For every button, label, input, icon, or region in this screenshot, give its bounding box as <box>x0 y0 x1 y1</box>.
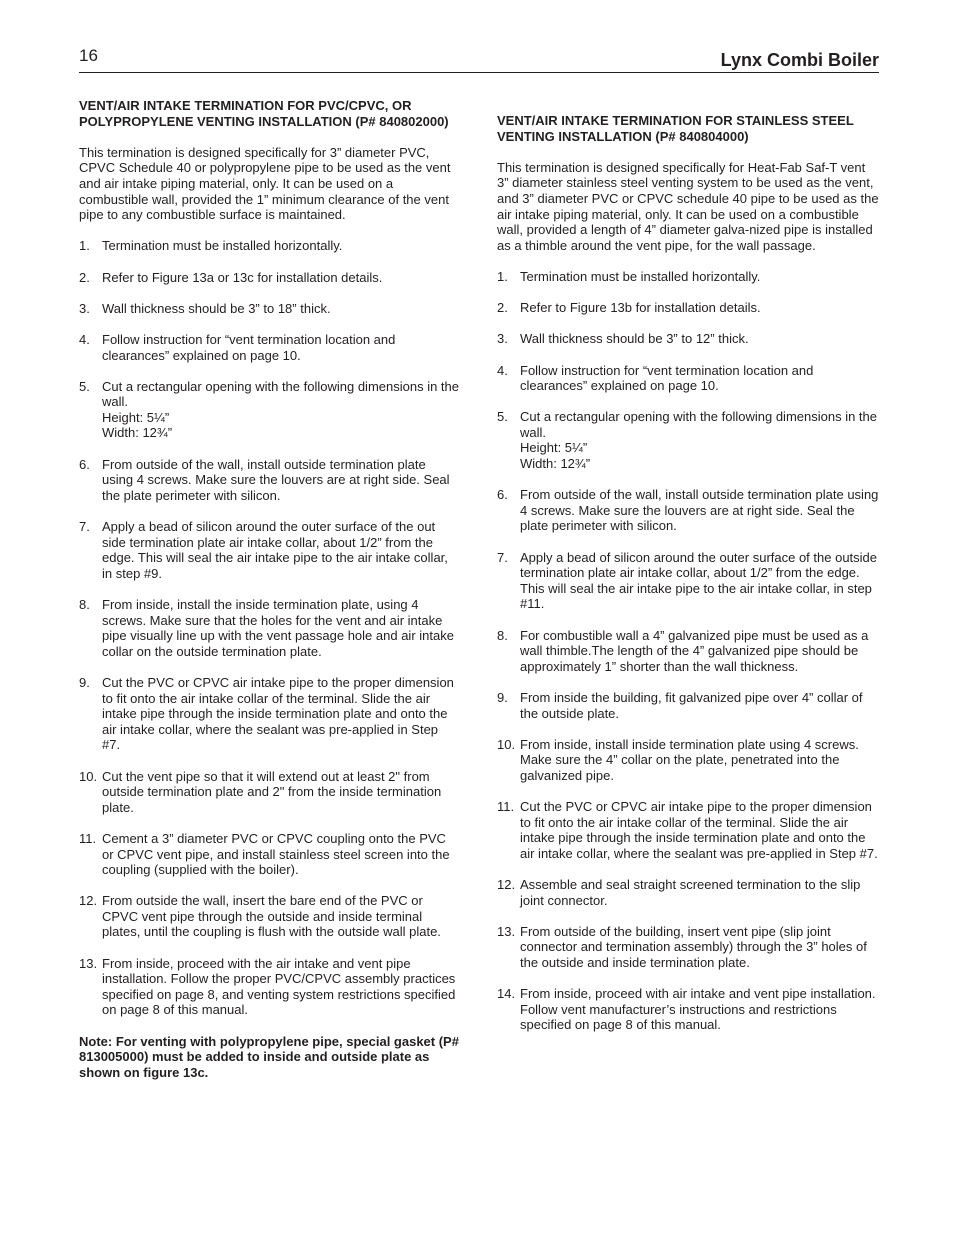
list-item <box>497 877 879 908</box>
step-text: Wall thickness should be 3” to 18” thick. <box>102 300 331 316</box>
step-number: 5. <box>497 409 508 425</box>
step-number: 3. <box>79 300 90 316</box>
page-number: 16 <box>79 46 98 65</box>
step-number: 7. <box>79 519 90 535</box>
section-intro-pvc: This termination is designed specifically for 3” diameter PVC, CPVC Schedule 40 or polypropylene pipe to be used as the vent and air intake piping material, only. It can be used on a combustible wall, provided the 1” minimum clearance of the vent pipe to any combustible surface is maintained. <box>79 144 451 223</box>
step-text: Refer to Figure 13b for installation details. <box>520 300 761 316</box>
step-number: 13. <box>497 923 516 939</box>
list-item <box>79 332 459 363</box>
list-item <box>497 690 879 721</box>
step-text: From inside, install inside termination plate using 4 screws. Make sure the 4” collar on the plate, penetrated into the galvanized pipe. <box>520 736 859 783</box>
step-number: 5. <box>79 378 90 394</box>
opening-height: Height: 5¼” <box>520 440 588 456</box>
step-text: From outside of the wall, install outside termination plate using 4 screws. Make sure the louvers are at right side. Seal the plate perimeter with silicon. <box>520 487 879 534</box>
list-item <box>497 363 879 394</box>
section-heading-stainless: VENT/AIR INTAKE TERMINATION FOR STAINLESS STEEL VENTING INSTALLATION (P# 840804000) <box>497 113 854 144</box>
list-item <box>79 270 459 286</box>
list-item <box>497 409 879 471</box>
step-text: Termination must be installed horizontally. <box>520 268 761 284</box>
list-item <box>79 675 459 753</box>
list-item <box>497 487 879 534</box>
step-text: Cut a rectangular opening with the following dimensions in the wall. <box>520 409 877 440</box>
step-text: From inside, proceed with the air intake and vent pipe installation. Follow the proper PVC/CPVC assembly practices specified on page 8, and venting system restrictions specified on page 8 of this manual. <box>102 955 456 1018</box>
step-number: 8. <box>497 627 508 643</box>
step-text: From inside the building, fit galvanized pipe over 4” collar of the outside plate. <box>520 689 863 721</box>
opening-width: Width: 12¾” <box>102 425 173 441</box>
list-item <box>79 457 459 504</box>
step-number: 4. <box>79 331 90 347</box>
step-text: Cut the PVC or CPVC air intake pipe to the proper dimension to fit onto the air intake collar of the terminal. Slide the air intake pipe through the inside termination plate and onto the air intake collar, where the sealant was pre-applied in Step #7. <box>102 674 454 753</box>
step-number: 1. <box>497 268 508 284</box>
step-text: Cut a rectangular opening with the following dimensions in the wall. <box>102 378 459 410</box>
list-item <box>79 956 459 1018</box>
list-item <box>79 831 459 878</box>
list-item <box>497 300 879 316</box>
list-item <box>497 269 879 285</box>
step-number: 6. <box>79 456 90 472</box>
list-item <box>497 924 879 971</box>
step-number: 11. <box>79 830 97 846</box>
step-number: 7. <box>497 549 508 565</box>
step-text: Assemble and seal straight screened termination to the slip joint connector. <box>520 877 861 908</box>
list-item <box>497 628 879 675</box>
opening-height: Height: 5¼” <box>102 409 170 425</box>
list-item <box>497 799 879 861</box>
step-number: 2. <box>497 300 508 316</box>
list-item <box>79 238 459 254</box>
step-text: Apply a bead of silicon around the outer surface of the outside termination plate air intake collar, about 1/2” from the edge. This will seal the air intake pipe to the air intake collar, in step #11. <box>520 549 878 612</box>
list-item <box>79 597 459 659</box>
step-text: Refer to Figure 13a or 13c for installation details. <box>102 269 383 285</box>
step-number: 1. <box>79 238 90 254</box>
step-text: From inside, proceed with air intake and vent pipe installation. Follow vent manufacturer’s instructions and restrictions specified on page 8 of this manual. <box>520 986 876 1033</box>
list-item <box>497 737 879 784</box>
list-item <box>79 301 459 317</box>
step-text: Follow instruction for “vent termination location and clearances” explained on page 10. <box>102 331 396 363</box>
list-item <box>497 986 879 1033</box>
step-text: Cut the vent pipe so that it will extend out at least 2" from outside termination plate and 2" from the inside termination plate. <box>102 768 442 815</box>
list-item <box>79 893 459 940</box>
step-number: 10. <box>497 736 516 752</box>
opening-width: Width: 12¾” <box>520 456 591 472</box>
step-number: 9. <box>497 689 508 705</box>
step-number: 2. <box>79 269 90 285</box>
step-number: 8. <box>79 597 90 612</box>
step-number: 12. <box>497 877 516 893</box>
step-number: 11. <box>497 799 515 815</box>
step-number: 9. <box>79 674 90 690</box>
step-text: From inside, install the inside termination plate, using 4 screws. Make sure that the holes for the vent and air intake pipe visually line up with the vent passage hole and air intake collar on the outside termination plate. <box>102 597 454 659</box>
step-text: Follow instruction for “vent termination location and clearances” explained on page 10. <box>520 362 814 394</box>
step-text: Termination must be installed horizontally. <box>102 238 343 254</box>
step-number: 3. <box>497 331 508 347</box>
list-item <box>79 519 459 581</box>
list-item <box>79 379 459 441</box>
step-number: 6. <box>497 487 508 503</box>
step-number: 14. <box>497 986 516 1002</box>
document-title: Lynx Combi Boiler <box>720 50 879 70</box>
step-text: Wall thickness should be 3” to 12” thick. <box>520 331 749 347</box>
right-column <box>497 113 879 1049</box>
step-text: From outside of the wall, install outside termination plate using 4 screws. Make sure the louvers are at right side. Seal the plate perimeter with silicon. <box>102 456 450 503</box>
left-column <box>79 98 459 1080</box>
header-rule <box>79 72 879 73</box>
steps-list-pvc <box>79 238 459 1018</box>
step-number: 4. <box>497 362 508 378</box>
step-text: From outside of the building, insert vent pipe (slip joint connector and termination assembly) through the 3” holes of the outside and inside termination plate. <box>520 923 867 971</box>
step-text: Cut the PVC or CPVC air intake pipe to the proper dimension to fit onto the air intake collar of the terminal. Slide the air intake pipe through the inside termination plate and onto the air intake collar, where the sealant was pre-applied in Step #7. <box>520 799 878 861</box>
list-item <box>79 769 459 816</box>
polypropylene-note: Note: For venting with polypropylene pipe, special gasket (P# 813005000) must be added to inside and outside plate as shown on figure 13c. <box>79 1033 459 1080</box>
step-text: Apply a bead of silicon around the outer surface of the out side termination plate air intake collar, about 1/2” from the edge. This will seal the air intake pipe to the air intake collar, in step #9. <box>102 519 448 581</box>
page-header <box>79 44 879 74</box>
step-number: 12. <box>79 893 98 909</box>
step-text: For combustible wall a 4” galvanized pipe must be used as a wall thimble.The length of the 4” galvanized pipe should be approximately 1” shorter than the wall thickness. <box>520 627 869 674</box>
list-item <box>497 331 879 347</box>
list-item <box>497 550 879 612</box>
step-text: From outside the wall, insert the bare end of the PVC or CPVC vent pipe through the outside and inside terminal plates, until the coupling is flush with the outside wall plate. <box>102 893 441 940</box>
section-intro-stainless: This termination is designed specifically for Heat-Fab Saf-T vent 3” diameter stainless steel venting system to be used as the vent, and 3” diameter PVC or CPVC schedule 40 pipe to be used as the air intake piping material, only. It can be used on a combustible wall, provided a length of 4” diameter galva-nized pipe is installed as a thimble around the vent pipe, for the wall passage. <box>497 159 879 253</box>
step-number: 13. <box>79 955 98 971</box>
step-number: 10. <box>79 768 98 784</box>
steps-list-stainless <box>497 269 879 1033</box>
section-heading-pvc: VENT/AIR INTAKE TERMINATION FOR PVC/CPVC, OR POLYPROPYLENE VENTING INSTALLATION (P# 840802000) <box>79 98 449 129</box>
step-text: Cement a 3” diameter PVC or CPVC coupling onto the PVC or CPVC vent pipe, and install stainless steel screen into the coupling (supplied with the boiler). <box>102 830 450 878</box>
